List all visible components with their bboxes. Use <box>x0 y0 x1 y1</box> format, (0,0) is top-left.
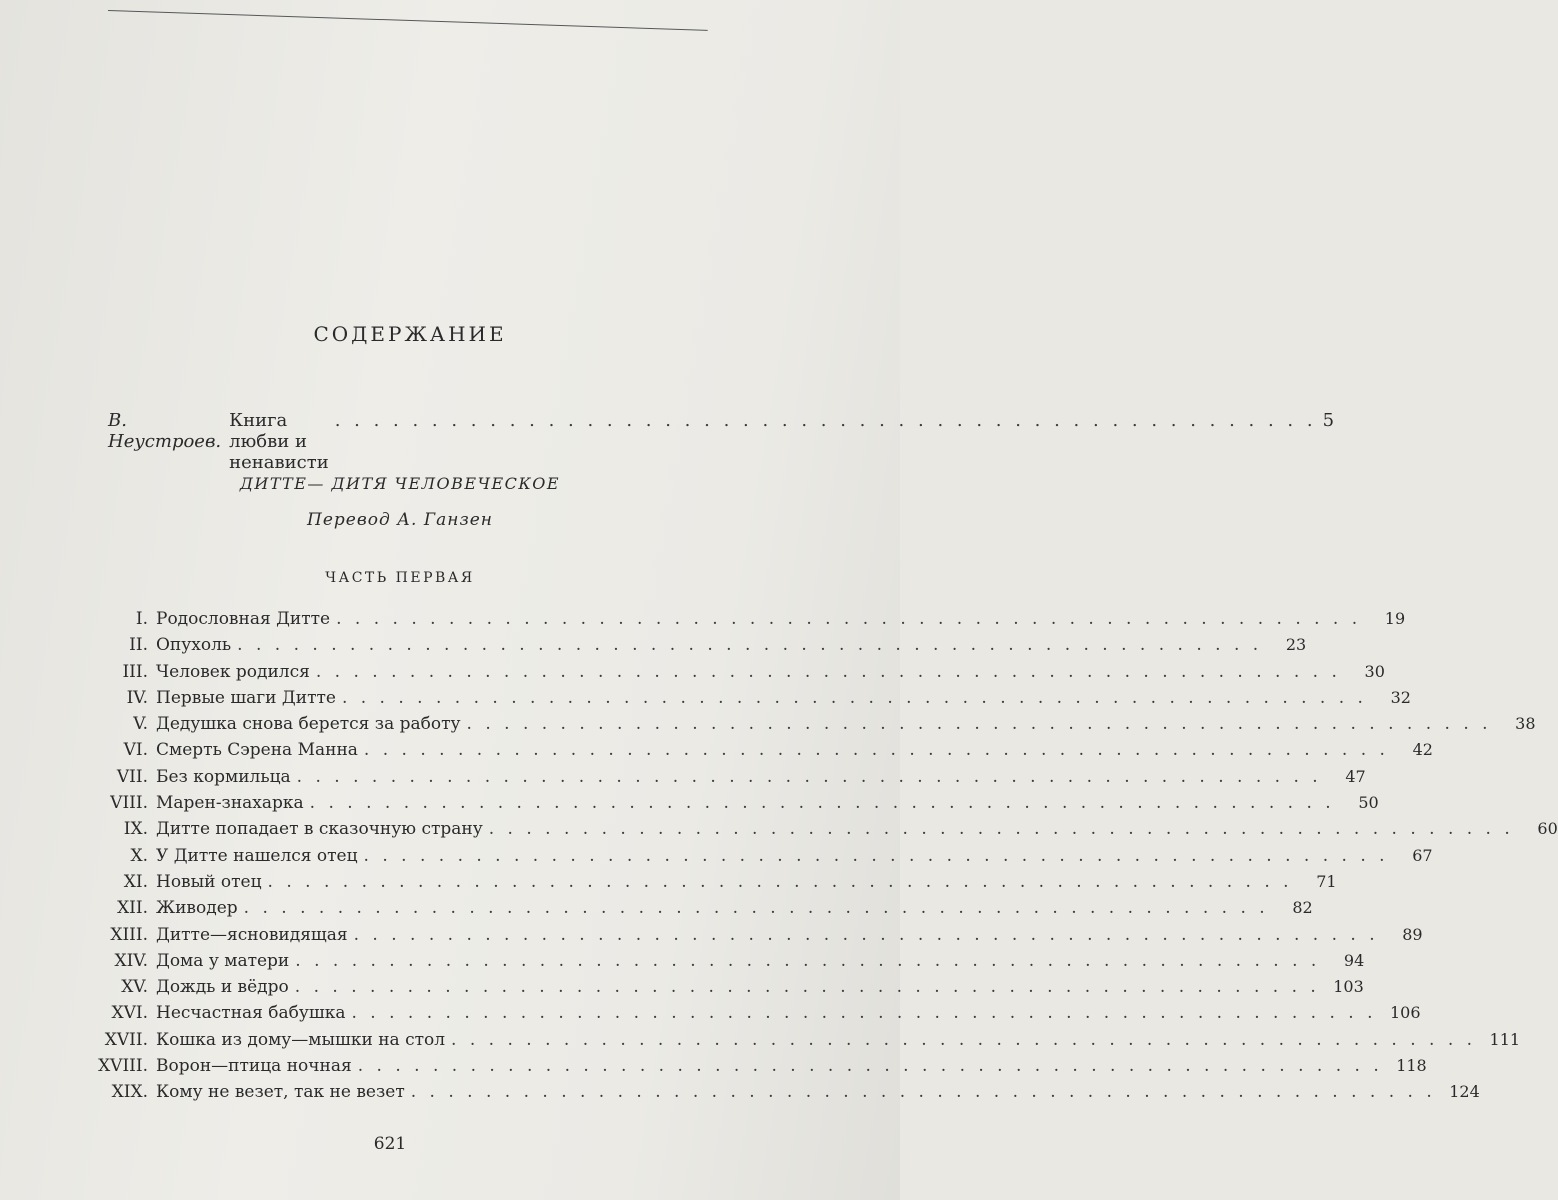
intro-page: 5 <box>1322 410 1335 431</box>
chapter-number: XI. <box>123 871 148 892</box>
chapter-title: Новый отец <box>156 871 262 892</box>
chapter-page: 60 <box>1537 819 1558 839</box>
chapter-page: 30 <box>1364 661 1385 681</box>
leader-dots: . . . . . . . . . . . . . . . . . . . . . . . . . . . . . . . . . . . . . . . . . . . . . . . . . . . . . . . <box>451 1029 1477 1050</box>
chapter-title: Смерть Сэрена Манна <box>156 740 358 761</box>
chapter-number: I. <box>135 609 148 629</box>
chapter-page: 71 <box>1316 871 1337 891</box>
toc-row <box>60 819 1558 845</box>
leader-dots: . . . . . . . . . . . . . . . . . . . . . . . . . . . . . . . . . . . . . . . . . . . . . . . . . . . . . . . <box>410 1082 1436 1103</box>
translator-line: Перевод А. Ганзен <box>307 510 493 530</box>
chapter-number: XII. <box>117 898 148 919</box>
chapter-page: 118 <box>1396 1056 1427 1076</box>
intro-entry <box>108 410 1335 473</box>
chapter-page: 67 <box>1412 845 1433 865</box>
chapter-title: Дома у матери <box>156 950 290 971</box>
toc-row <box>60 871 1337 898</box>
chapter-page: 32 <box>1390 687 1411 707</box>
chapter-number: VI. <box>123 740 148 761</box>
toc-row <box>60 740 1433 766</box>
leader-dots: . . . . . . . . . . . . . . . . . . . . . . . . . . . . . . . . . . . . . . . . . . . . . . . . . . . . . . . <box>295 950 1321 971</box>
chapter-number: XIV. <box>114 950 148 971</box>
chapter-page: 94 <box>1343 950 1365 970</box>
leader-dots: . . . . . . . . . . . . . . . . . . . . . . . . . . . . . . . . . . . . . . . . . . . . . . . . . . . . . . . <box>309 793 1335 814</box>
chapter-number: XVI. <box>111 1003 148 1024</box>
chapter-page: 82 <box>1292 898 1313 918</box>
chapter-page: 23 <box>1285 635 1307 655</box>
chapter-number: III. <box>122 661 148 682</box>
leader-dots: . . . . . . . . . . . . . . . . . . . . . . . . . . . . . . . . . . . . . . . . . . . . . . . . . . . . . . . <box>363 740 1389 761</box>
leader-dots: . . . . . . . . . . . . . . . . . . . . . . . . . . . . . . . . . . . . . . . . . . . . . . . . . . . . . . . <box>488 819 1514 840</box>
chapter-number: IX. <box>123 819 148 840</box>
chapter-list <box>60 609 1558 1109</box>
chapter-title: Кошка из дому—мышки на стол <box>156 1029 446 1050</box>
leader-dots: . . . . . . . . . . . . . . . . . . . . . . . . . . . . . . . . . . . . . . . . . . . . . . . . . . . . . . . <box>267 871 1293 892</box>
leader-dots: . . . . . . . . . . . . . . . . . . . . . . . . . . . . . . . . . . . . . . . . . . . . . . . . . . . <box>334 410 1317 431</box>
chapter-number: XVIII. <box>98 1056 148 1077</box>
toc-row <box>60 609 1406 635</box>
toc-row <box>60 1029 1521 1056</box>
chapter-title: Опухоль <box>156 635 232 656</box>
chapter-number: X. <box>130 845 148 866</box>
toc-row <box>60 845 1433 872</box>
chapter-page: 106 <box>1389 1003 1421 1023</box>
intro-title: Книга любви и ненависти <box>229 410 329 473</box>
chapter-page: 89 <box>1402 924 1423 944</box>
toc-row <box>60 635 1307 661</box>
chapter-title: Ворон—птица ночная <box>156 1056 352 1077</box>
toc-row <box>60 1056 1427 1082</box>
part-title: ЧАСТЬ ПЕРВАЯ <box>325 570 475 586</box>
chapter-title: Дитте—ясновидящая <box>156 924 348 945</box>
leader-dots: . . . . . . . . . . . . . . . . . . . . . . . . . . . . . . . . . . . . . . . . . . . . . . . . . . . . . . . <box>237 635 1263 656</box>
chapter-page: 124 <box>1449 1082 1480 1102</box>
chapter-page: 103 <box>1333 977 1364 997</box>
chapter-title: Дедушка снова берется за работу <box>156 714 461 735</box>
chapter-title: Марен-знахарка <box>156 793 304 814</box>
chapter-number: II. <box>129 635 148 656</box>
chapter-title: Несчастная бабушка <box>156 1003 346 1024</box>
leader-dots: . . . . . . . . . . . . . . . . . . . . . . . . . . . . . . . . . . . . . . . . . . . . . . . . . . . . . . . <box>341 687 1367 708</box>
toc-row <box>60 687 1411 714</box>
work-title: ДИТТЕ— ДИТЯ ЧЕЛОВЕЧЕСКОЕ <box>239 474 561 493</box>
chapter-title: Родословная Дитте <box>156 609 331 629</box>
chapter-number: XIX. <box>111 1082 148 1103</box>
leader-dots: . . . . . . . . . . . . . . . . . . . . . . . . . . . . . . . . . . . . . . . . . . . . . . . . . . . . . . . <box>363 845 1389 866</box>
chapter-number: XVII. <box>104 1029 148 1050</box>
chapter-page: 42 <box>1412 740 1433 760</box>
chapter-page: 47 <box>1345 766 1366 786</box>
leader-dots: . . . . . . . . . . . . . . . . . . . . . . . . . . . . . . . . . . . . . . . . . . . . . . . . . . . . . . . <box>243 898 1269 919</box>
page-number: 621 <box>373 1134 407 1154</box>
chapter-title: Живодер <box>156 898 238 919</box>
chapter-page: 111 <box>1489 1029 1521 1049</box>
chapter-title: У Дитте нашелся отец <box>156 845 358 866</box>
chapter-title: Дитте попадает в сказочную страну <box>156 819 483 840</box>
leader-dots: . . . . . . . . . . . . . . . . . . . . . . . . . . . . . . . . . . . . . . . . . . . . . . . . . . . . . . . <box>353 924 1379 945</box>
toc-row <box>60 1003 1421 1029</box>
chapter-page: 19 <box>1384 609 1406 628</box>
chapter-number: XV. <box>121 977 148 998</box>
chapter-title: Человек родился <box>156 661 310 682</box>
chapter-title: Кому не везет, так не везет <box>156 1082 405 1103</box>
leader-dots: . . . . . . . . . . . . . . . . . . . . . . . . . . . . . . . . . . . . . . . . . . . . . . . . . . . . . . . <box>466 714 1492 735</box>
toc-row <box>60 661 1385 688</box>
leader-dots: . . . . . . . . . . . . . . . . . . . . . . . . . . . . . . . . . . . . . . . . . . . . . . . . . . . . . . . <box>351 1003 1377 1024</box>
chapter-number: V. <box>133 714 148 735</box>
chapter-title: Дождь и вёдро <box>156 977 289 998</box>
toc-row <box>60 793 1379 819</box>
toc-row <box>60 924 1423 951</box>
leader-dots: . . . . . . . . . . . . . . . . . . . . . . . . . . . . . . . . . . . . . . . . . . . . . . . . . . . . . . . <box>315 661 1341 682</box>
header-rule <box>108 10 708 31</box>
chapter-title: Без кормильца <box>156 766 291 787</box>
contents-title: СОДЕРЖАНИЕ <box>313 322 507 346</box>
chapter-number: VII. <box>116 766 148 787</box>
leader-dots: . . . . . . . . . . . . . . . . . . . . . . . . . . . . . . . . . . . . . . . . . . . . . . . . . . . . . . . <box>336 609 1362 629</box>
leader-dots: . . . . . . . . . . . . . . . . . . . . . . . . . . . . . . . . . . . . . . . . . . . . . . . . . . . . . . . <box>296 766 1322 787</box>
toc-row <box>60 950 1365 977</box>
intro-author: В. Неустроев. <box>108 410 222 452</box>
leader-dots: . . . . . . . . . . . . . . . . . . . . . . . . . . . . . . . . . . . . . . . . . . . . . . . . . . . . . . . <box>357 1056 1383 1077</box>
toc-row <box>60 898 1313 924</box>
toc-row <box>60 714 1536 740</box>
toc-row <box>60 1082 1480 1108</box>
chapter-number: XIII. <box>110 924 148 945</box>
chapter-title: Первые шаги Дитте <box>156 687 336 708</box>
chapter-number: VIII. <box>110 793 148 814</box>
toc-row <box>60 977 1364 1003</box>
leader-dots: . . . . . . . . . . . . . . . . . . . . . . . . . . . . . . . . . . . . . . . . . . . . . . . . . . . . . . . <box>294 977 1320 998</box>
chapter-number: IV. <box>126 687 148 708</box>
chapter-page: 50 <box>1358 793 1379 813</box>
chapter-page: 38 <box>1515 714 1536 734</box>
toc-row <box>60 766 1366 793</box>
